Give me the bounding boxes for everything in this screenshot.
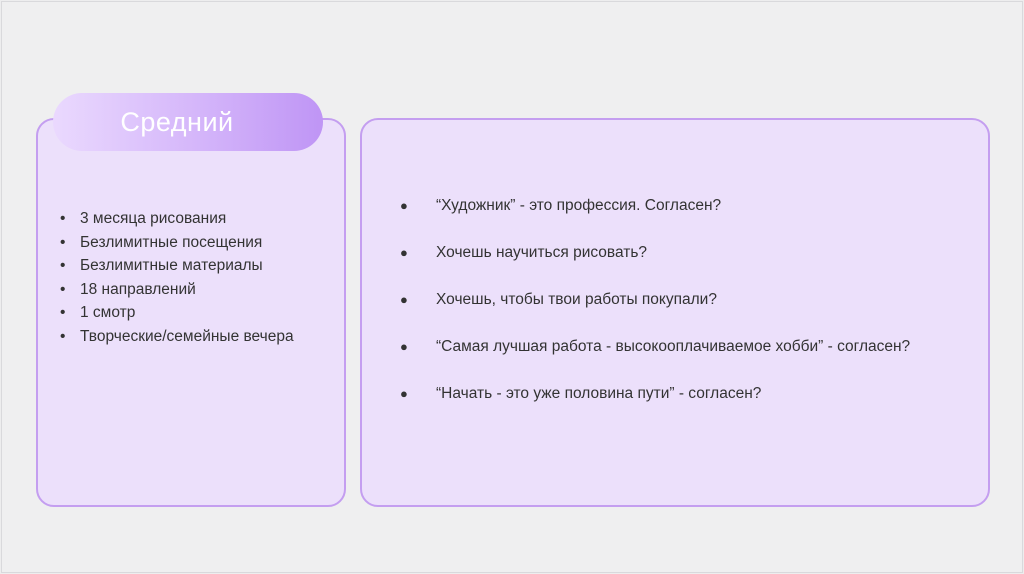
bullet-icon: ● [400,386,408,401]
slide [1,1,1023,573]
list-item [400,288,960,312]
list-item-text: Безлимитные посещения [80,233,263,251]
list-item [60,325,320,349]
list-item-text: Безлимитные материалы [80,257,263,274]
bullet-icon: • [60,233,66,251]
bullet-icon: ● [400,339,408,354]
bullet-icon: ● [400,245,408,260]
bullet-icon: • [60,327,66,345]
list-item [400,241,960,265]
left-bullet-list [60,207,320,348]
list-item [60,301,320,325]
list-item [400,194,960,218]
card-title: Средний [120,106,234,137]
list-item-text: “Художник” - это профессия. Согласен? [436,197,722,214]
list-item-text: “Самая лучшая работа - высокооплачиваемое хобби” - согласен? [436,338,911,355]
title-pill [53,93,323,151]
right-bullet-list [400,194,960,429]
list-item-text: 18 направлений [80,280,196,298]
list-item [60,278,320,302]
list-item-text: “Начать - это уже половина пути” - согласен? [436,385,762,402]
list-item-text: Хочешь научиться рисовать? [436,244,648,261]
list-item-text: 3 месяца рисования [80,210,227,227]
list-item [60,231,320,255]
list-item-text: Творческие/семейные вечера [80,327,294,345]
list-item-text: Хочешь, чтобы твои работы покупали? [436,291,717,308]
bullet-icon: • [60,280,66,298]
bullet-icon: • [60,304,66,321]
bullet-icon: ● [400,198,408,213]
list-item [400,382,960,406]
bullet-icon: ● [400,292,408,307]
list-item [60,254,320,278]
list-item [60,207,320,231]
bullet-icon: • [60,257,66,274]
list-item [400,335,960,359]
bullet-icon: • [60,210,66,227]
list-item-text: 1 смотр [80,304,136,321]
